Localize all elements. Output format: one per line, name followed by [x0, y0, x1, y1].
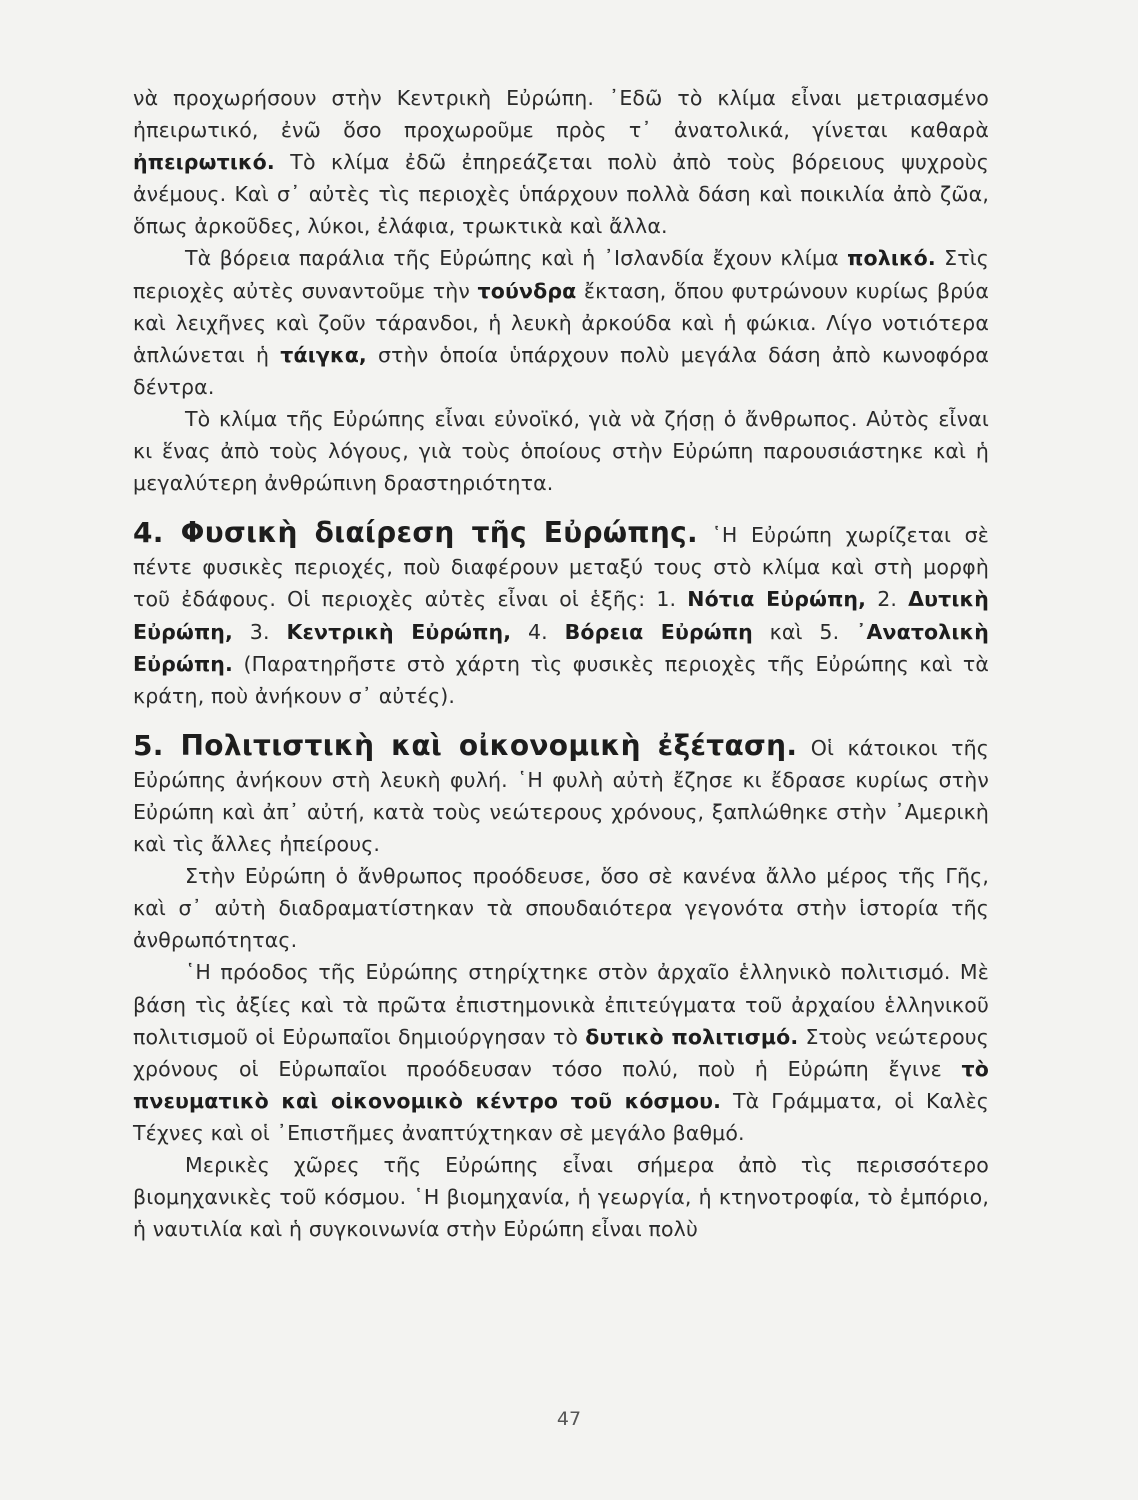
paragraph-p7 [133, 956, 989, 1149]
section-heading: 5. Πολιτιστικὴ καὶ οἰκονομικὴ ἐξέταση. [133, 728, 798, 762]
text-run: 2. [866, 587, 909, 612]
text-run: ῾Η πρόοδος τῆς Εὐρώπης στηρίχτηκε στὸν ἀρχαῖο ἑλληνικὸ πολιτισμό. Μὲ βάση τὶς ἀξίες καὶ τὰ πρῶτα ἐπιστημονικὰ ἐπιτεύγματα τοῦ ἀρχαίου ἑλληνικοῦ πολιτισμοῦ οἱ Εὐρωπαῖοι δημιούργησαν τὸ [133, 960, 989, 1049]
bold-term: Βόρεια Εὐρώπη [564, 619, 753, 644]
bold-term: Δυτικὴ Εὐρώπη, [133, 587, 989, 644]
page-number: 47 [556, 1408, 582, 1430]
bold-term: τὸ πνευματικὸ καὶ οἰκονομικὸ κέντρο τοῦ κόσμου. [133, 1056, 989, 1113]
bold-term: πολικό. [847, 246, 936, 271]
bold-term: ᾿Ανατολικὴ Εὐρώπη. [133, 619, 990, 676]
text-run: 3. [233, 619, 287, 644]
bold-term: τάιγκα, [280, 342, 367, 367]
text-run: Τὰ Γράμματα, οἱ Καλὲς Τέχνες καὶ οἱ ᾿Επιστῆμες ἀναπτύχτηκαν σὲ μεγάλο βαθμό. [133, 1088, 989, 1145]
paragraph-p8 [133, 1149, 989, 1245]
text-run: (Παρατηρῆστε στὸ χάρτη τὶς φυσικὲς περιοχὲς τῆς Εὐρώπης καὶ τὰ κράτη, ποὺ ἀνήκουν σ᾿ αὐτές). [133, 651, 989, 708]
bold-term: τούνδρα [477, 278, 577, 303]
text-run: Τὸ κλίμα τῆς Εὐρώπης εἶναι εὐνοϊκό, γιὰ νὰ ζήσῃ ὁ ἄνθρωπος. Αὐτὸς εἶναι κι ἕνας ἀπὸ τοὺς λόγους, γιὰ τοὺς ὁποίους στὴν Εὐρώπη παρουσιάστηκε καὶ ἡ μεγαλύτερη ἀνθρώπινη δραστηριότητα. [133, 406, 989, 496]
text-run: στὴν ὁποία ὑπάρχουν πολὺ μεγάλα δάση ἀπὸ κωνοφόρα δέντρα. [133, 342, 989, 399]
section-paragraph-s4 [133, 517, 989, 712]
text-run: Τὰ βόρεια παράλια τῆς Εὐρώπης καὶ ἡ ᾿Ισλανδία ἔχουν κλίμα [185, 246, 848, 271]
text-run: νὰ προχωρήσουν στὴν Κεντρικὴ Εὐρώπη. ᾿Εδῶ τὸ κλίμα εἶναι μετριασμένο ἠπειρωτικό, ἐνῶ ὅσο προχωροῦμε πρὸς τ᾿ ἀνατολικά, γίνεται καθαρὰ [133, 86, 989, 143]
bold-term: Νότια Εὐρώπη, [687, 587, 867, 612]
section-paragraph-s5 [133, 730, 989, 860]
text-run: Μερικὲς χῶρες τῆς Εὐρώπης εἶναι σήμερα ἀπὸ τὶς περισσότερο βιομηχανικὲς τοῦ κόσμου. ῾Η βιομηχανία, ἡ γεωργία, ἡ κτηνοτροφία, τὸ ἐμπόριο, ἡ ναυτιλία καὶ ἡ συγκοινωνία στὴν Εὐρώπη εἶναι πολὺ [133, 1153, 989, 1242]
bold-term: ἠπειρωτικό. [133, 150, 275, 175]
text-run: ῾Η Εὐρώπη χωρίζεται σὲ πέντε φυσικὲς περιοχές, ποὺ διαφέρουν μεταξύ τους στὸ κλίμα καὶ στὴ μορφὴ τοῦ ἐδάφους. Οἱ περιοχὲς αὐτὲς εἶναι οἱ ἑξῆς: 1. [133, 523, 989, 612]
text-run: Οἱ κάτοικοι τῆς Εὐρώπης ἀνήκουν στὴ λευκὴ φυλή. ῾Η φυλὴ αὐτὴ ἔζησε κι ἔδρασε κυρίως στὴν Εὐρώπη καὶ ἀπ᾿ αὐτή, κατὰ τοὺς νεώτερους χρόνους, ξαπλώθηκε στὴν ᾿Αμερικὴ καὶ τὶς ἄλλες ἠπείρους. [133, 735, 989, 857]
text-run: Στοὺς νεώτερους χρόνους οἱ Εὐρωπαῖοι προόδευσαν τόσο πολύ, ποὺ ἡ Εὐρώπη ἔγινε [133, 1024, 989, 1081]
text-run: Στὶς περιοχὲς αὐτὲς συναντοῦμε τὴν [133, 246, 989, 303]
paragraph-p3 [133, 403, 989, 499]
page-body [133, 82, 989, 1372]
paragraph-p1 [133, 82, 989, 242]
text-run: 4. [511, 619, 565, 644]
bold-term: δυτικὸ πολιτισμό. [585, 1024, 799, 1049]
text-run: ἔκταση, ὅπου φυτρώνουν κυρίως βρύα καὶ λειχῆνες καὶ ζοῦν τάρανδοι, ἡ λευκὴ ἀρκούδα καὶ ἡ φώκια. Λίγο νοτιότερα ἁπλώνεται ἡ [133, 278, 989, 367]
text-run: Τὸ κλίμα ἐδῶ ἐπηρεάζεται πολὺ ἀπὸ τοὺς βόρειους ψυχροὺς ἀνέμους. Καὶ σ᾿ αὐτὲς τὶς περιοχὲς ὑπάρχουν πολλὰ δάση καὶ ποικιλία ἀπὸ ζῶα, ὅπως ἀρκοῦδες, λύκοι, ἐλάφια, τρωκτικὰ καὶ ἄλλα. [133, 150, 989, 239]
text-run: καὶ 5. [752, 619, 857, 644]
paragraph-p6 [133, 860, 989, 956]
section-heading: 4. Φυσικὴ διαίρεση τῆς Εὐρώπης. [133, 516, 698, 550]
bold-term: Κεντρικὴ Εὐρώπη, [286, 619, 512, 644]
paragraph-p2 [133, 242, 989, 402]
text-run: Στὴν Εὐρώπη ὁ ἄνθρωπος προόδευσε, ὅσο σὲ κανένα ἄλλο μέρος τῆς Γῆς, καὶ σ᾿ αὐτὴ διαδραματίστηκαν τὰ σπουδαιότερα γεγονότα στὴν ἱστορία τῆς ἀνθρωπότητας. [133, 864, 989, 953]
